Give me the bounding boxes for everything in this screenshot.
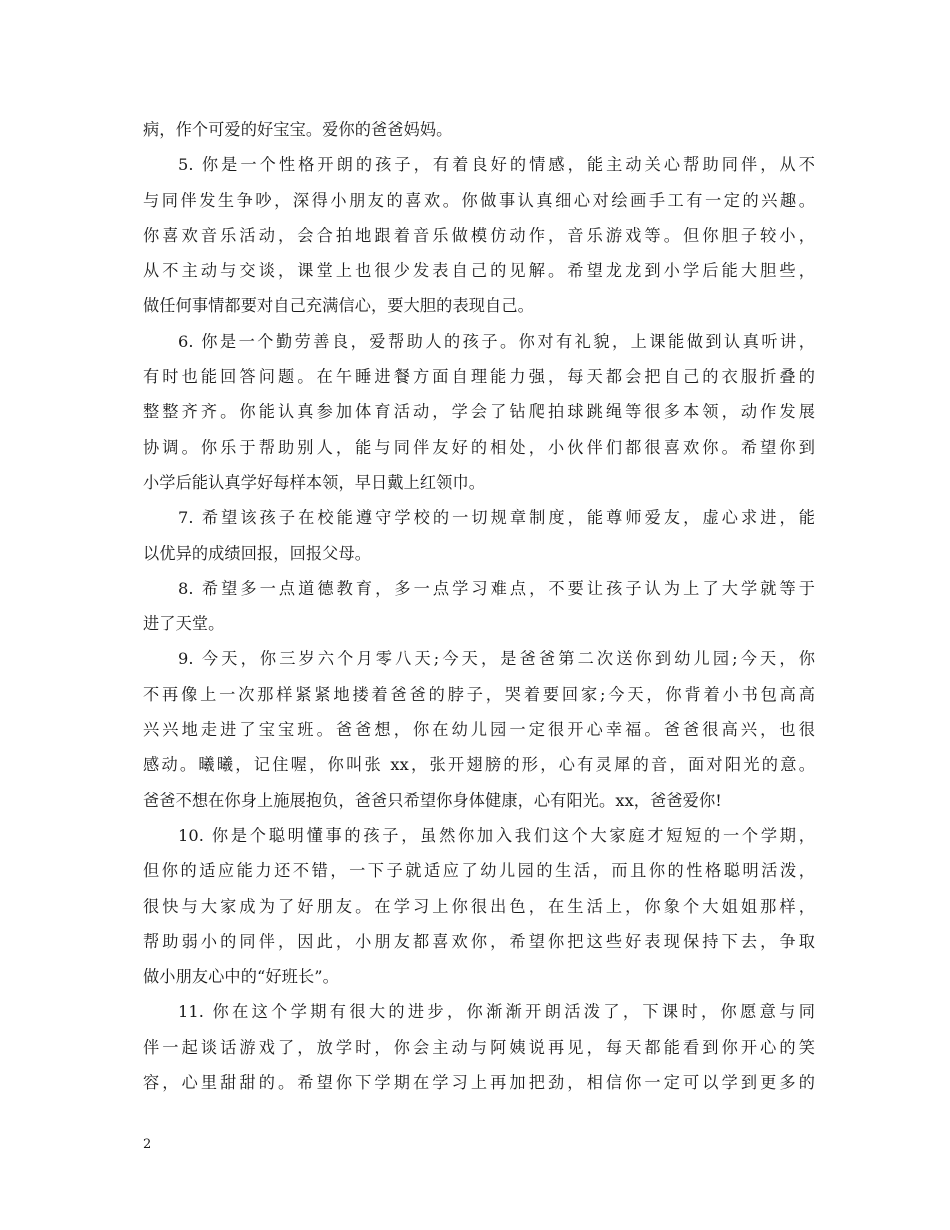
paragraph xyxy=(143,571,815,642)
text-line: 小学后能认真学好每样本领，早日戴上红领巾。 xyxy=(143,472,486,492)
text-line: 有时也能回答问题。在午睡进餐方面自理能力强，每天都会把自己的衣服折叠的 xyxy=(143,367,815,387)
text-line: 协调。你乐于帮助别人，能与同伴友好的相处，小伙伴们都很喜欢你。希望你到 xyxy=(143,437,815,457)
text-line: 容，心里甜甜的。希望你下学期在学习上再加把劲，相信你一定可以学到更多的 xyxy=(143,1073,815,1093)
text-line: 不再像上一次那样紧紧地搂着爸爸的脖子，哭着要回家;今天，你背着小书包高高 xyxy=(143,684,815,704)
text-line: 10. 你是个聪明懂事的孩子，虽然你加入我们这个大家庭才短短的一个学期， xyxy=(178,825,815,845)
text-line: 进了天堂。 xyxy=(143,614,225,634)
text-line: 做小朋友心中的“好班长”。 xyxy=(143,967,339,987)
text-line: 但你的适应能力还不错，一下子就适应了幼儿园的生活，而且你的性格聪明活泼， xyxy=(143,861,815,881)
text-line: 帮助弱小的同伴，因此，小朋友都喜欢你，希望你把这些好表现保持下去，争取 xyxy=(143,931,815,951)
text-line: 9. 今天，你三岁六个月零八天;今天，是爸爸第二次送你到幼儿园;今天，你 xyxy=(178,649,815,669)
paragraph xyxy=(143,112,815,147)
paragraph xyxy=(143,500,815,571)
text-line: 伴一起谈话游戏了，放学时，你会主动与阿姨说再见，每天都能看到你开心的笑 xyxy=(143,1037,815,1057)
page-number: 2 xyxy=(143,1137,152,1152)
text-line: 8. 希望多一点道德教育，多一点学习难点，不要让孩子认为上了大学就等于 xyxy=(178,578,815,598)
text-line: 兴兴地走进了宝宝班。爸爸想，你在幼儿园一定很开心幸福。爸爸很高兴，也很 xyxy=(143,720,815,740)
document-body xyxy=(143,112,815,1100)
text-line: 6. 你是一个勤劳善良，爱帮助人的孩子。你对有礼貌，上课能做到认真听讲， xyxy=(178,331,815,351)
text-line: 感动。曦曦，记住喔，你叫张 xx，张开翅膀的形，心有灵犀的音，面对阳光的意。 xyxy=(143,755,815,775)
text-line: 做任何事情都要对自己充满信心，要大胆的表现自己。 xyxy=(143,296,534,316)
text-line: 爸爸不想在你身上施展抱负，爸爸只希望你身体健康，心有阳光。xx，爸爸爱你! xyxy=(143,790,722,810)
paragraph xyxy=(143,147,815,323)
paragraph xyxy=(143,641,815,817)
text-line: 7. 希望该孩子在校能遵守学校的一切规章制度，能尊师爱友，虚心求进，能 xyxy=(178,508,815,528)
text-line: 你喜欢音乐活动，会合拍地跟着音乐做模仿动作，音乐游戏等。但你胆子较小， xyxy=(143,225,815,245)
text-line: 以优异的成绩回报，回报父母。 xyxy=(143,543,372,563)
text-line: 5. 你是一个性格开朗的孩子，有着良好的情感，能主动关心帮助同伴，从不 xyxy=(178,155,815,175)
paragraph xyxy=(143,324,815,500)
text-line: 与同伴发生争吵，深得小朋友的喜欢。你做事认真细心对绘画手工有一定的兴趣。 xyxy=(143,190,815,210)
text-line: 病，作个可爱的好宝宝。爱你的爸爸妈妈。 xyxy=(143,120,453,139)
text-line: 很快与大家成为了好朋友。在学习上你很出色，在生活上，你象个大姐姐那样， xyxy=(143,896,815,916)
text-line: 从不主动与交谈，课堂上也很少发表自己的见解。希望龙龙到小学后能大胆些， xyxy=(143,261,815,281)
paragraph xyxy=(143,994,815,1100)
paragraph xyxy=(143,818,815,994)
text-line: 整整齐齐。你能认真参加体育活动，学会了钻爬拍球跳绳等很多本领，动作发展 xyxy=(143,402,815,422)
text-line: 11. 你在这个学期有很大的进步，你渐渐开朗活泼了，下课时，你愿意与同 xyxy=(178,1002,815,1022)
